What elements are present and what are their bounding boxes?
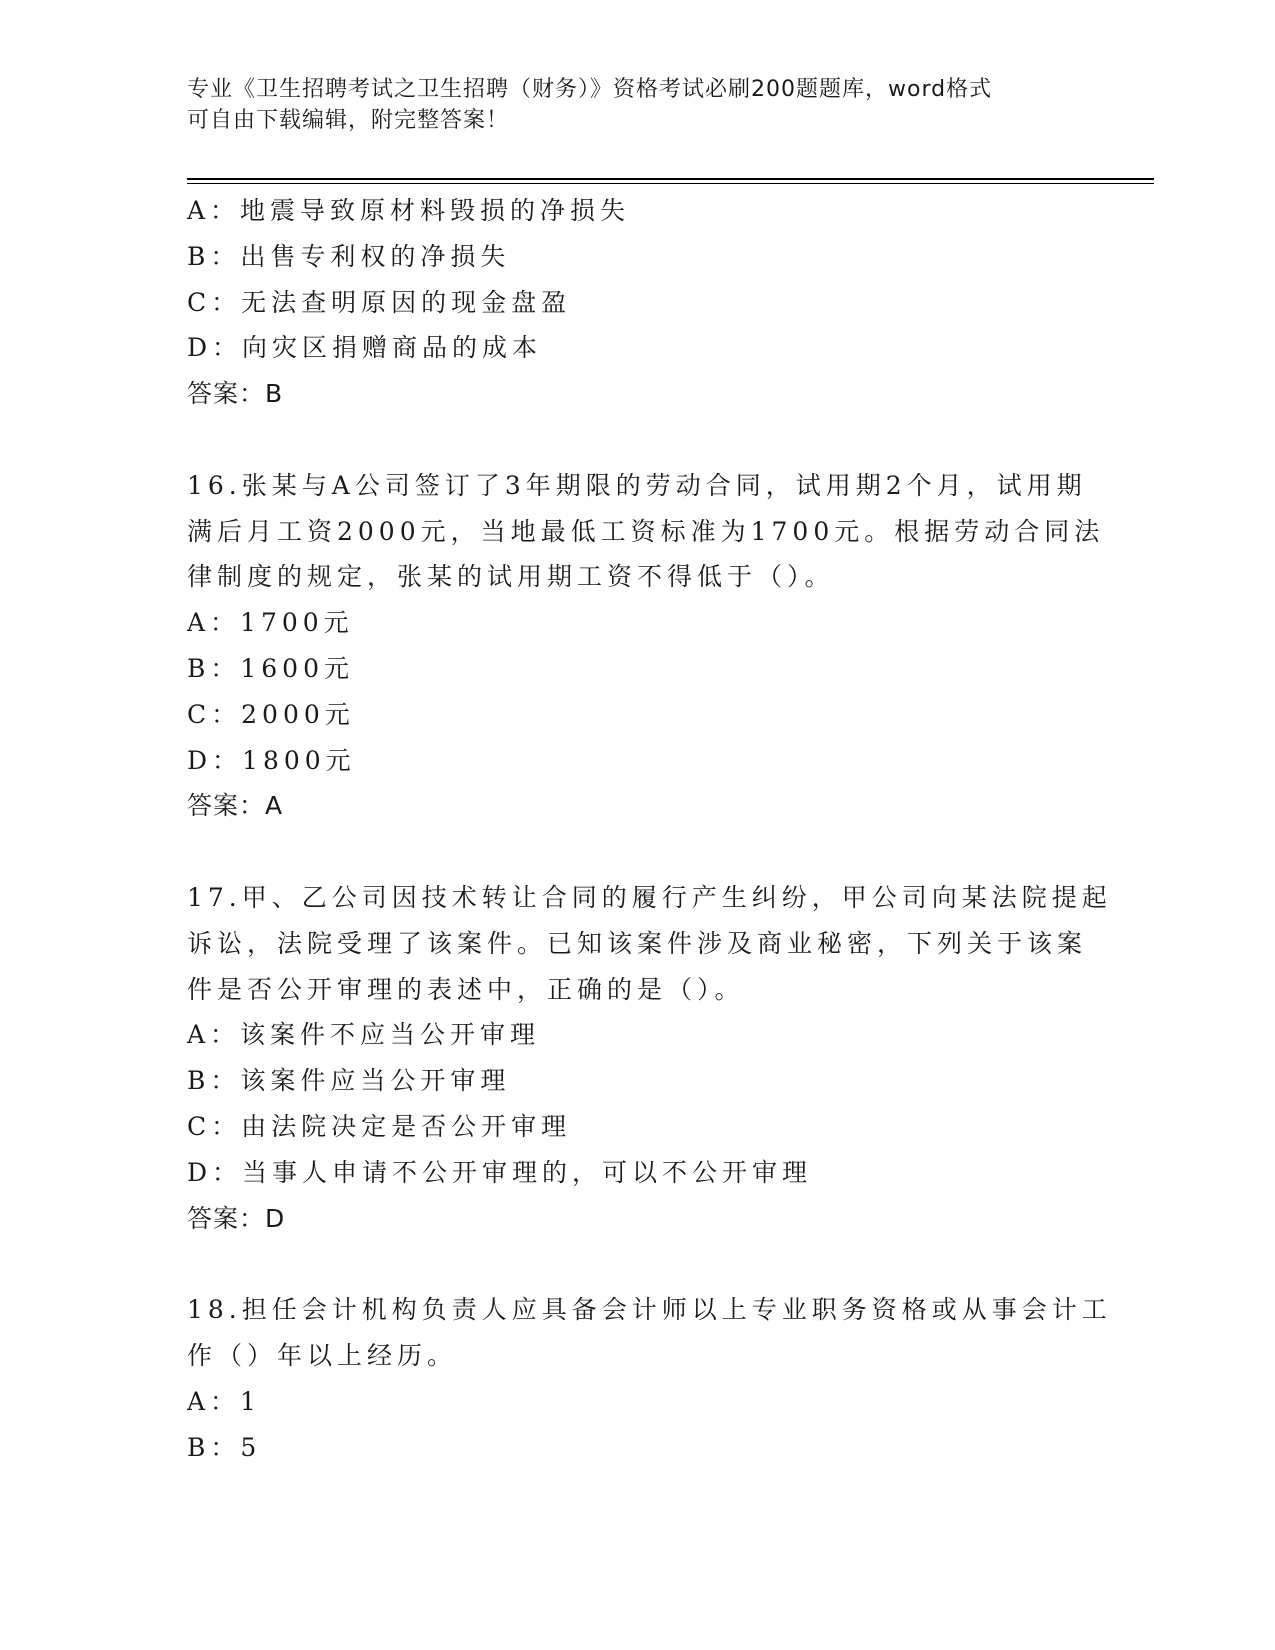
question-17 (187, 875, 1112, 1241)
question-15 (187, 188, 1087, 417)
option-a: A：该案件不应当公开审理 (187, 1020, 541, 1050)
question-stem-line: 满后月工资2000元，当地最低工资标准为1700元。根据劳动合同法 (187, 516, 1105, 546)
option-c: C：2000元 (187, 699, 355, 729)
header-line-1: 专业《卫生招聘考试之卫生招聘（财务）》资格考试必刷200题题库，word格式 (187, 77, 993, 102)
spacer (187, 1241, 1087, 1287)
question-stem-line: 16.张某与A公司签订了3年期限的劳动合同，试用期2个月，试用期 (187, 470, 1087, 500)
header-divider-thick (187, 178, 1154, 180)
option-d: D：当事人申请不公开审理的，可以不公开审理 (187, 1157, 813, 1187)
question-stem-line: 律制度的规定，张某的试用期工资不得低于（）。 (187, 562, 835, 592)
spacer (187, 417, 1087, 463)
option-b: B：该案件应当公开审理 (187, 1066, 511, 1096)
question-stem-line: 17.甲、乙公司因技术转让合同的履行产生纠纷，甲公司向某法院提起 (187, 882, 1112, 912)
question-18 (187, 1287, 1112, 1470)
option-b: B：5 (187, 1432, 262, 1462)
option-a: A：地震导致原材料毁损的净损失 (187, 196, 631, 225)
document-header (187, 74, 1087, 136)
option-b: B：1600元 (187, 653, 354, 683)
option-c: C：无法查明原因的现金盘盈 (187, 287, 572, 317)
option-c: C：由法院决定是否公开审理 (187, 1111, 572, 1141)
question-stem-line: 件是否公开审理的表述中，正确的是（）。 (187, 974, 745, 1004)
question-stem-line: 作（）年以上经历。 (187, 1340, 458, 1370)
question-stem-line: 18.担任会计机构负责人应具备会计师以上专业职务资格或从事会计工 (187, 1295, 1112, 1325)
option-b: B：出售专利权的净损失 (187, 241, 511, 271)
answer: 答案：D (187, 1203, 286, 1233)
question-16 (187, 463, 1105, 829)
option-a: A：1 (187, 1386, 261, 1416)
answer: 答案：A (187, 791, 284, 821)
question-stem-line: 诉讼，法院受理了该案件。已知该案件涉及商业秘密，下列关于该案 (187, 928, 1088, 958)
option-d: D：1800元 (187, 745, 356, 775)
option-d: D：向灾区捐赠商品的成本 (187, 333, 543, 363)
question-list (187, 188, 1112, 1470)
spacer (187, 829, 1087, 875)
header-divider-thin (187, 183, 1154, 184)
header-line-2: 可自由下载编辑，附完整答案！ (187, 108, 510, 133)
option-a: A：1700元 (187, 608, 354, 638)
answer: 答案：B (187, 379, 284, 409)
